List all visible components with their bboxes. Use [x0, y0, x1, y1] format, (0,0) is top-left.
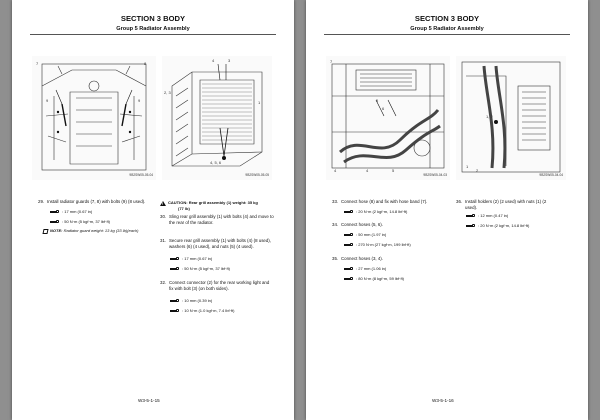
- step-text-line: Connect connector (2) for the rear working light and: [169, 280, 270, 285]
- figure-code: 9B2SW05-05-05: [245, 173, 269, 177]
- callout-3: 3: [228, 58, 231, 63]
- figure-code: 9B2SW05-04-04: [539, 173, 563, 177]
- step-text: Sling rear grill assembly (1) with bolts (4) and move to the rear of the radiator.: [169, 214, 274, 225]
- page-footer: W3-5-1-15: [138, 398, 160, 403]
- caution-line-1: CAUTION: Rear grill assembly (1) weight: 35 kg: [168, 200, 258, 205]
- spec-33-torque: : 20 N·m (2 kgf·m, 14.8 lbf·ft): [344, 209, 407, 215]
- step-number: 30.: [160, 214, 167, 219]
- torque-wrench-icon: [50, 220, 59, 223]
- callout-2-3: 2, 3: [164, 90, 171, 95]
- manual-page-right: [306, 0, 588, 420]
- callout-1: 1: [466, 164, 469, 169]
- callout-5: 5: [376, 98, 379, 103]
- figure-holders: [456, 56, 566, 180]
- spec-32-wrench: : 10 mm (0.39 in): [170, 298, 212, 304]
- callout-5-b: 5: [392, 168, 395, 173]
- torque-wrench-icon: [344, 243, 353, 246]
- torque-wrench-icon: [466, 224, 475, 227]
- callout-8: 8: [144, 61, 147, 66]
- figure-radiator-guards: [32, 56, 156, 180]
- wrench-icon: [50, 210, 59, 213]
- spec-34-torque: : 270 N·m (27 kgf·m, 199 lbf·ft): [344, 242, 411, 248]
- callout-7: 7: [330, 59, 333, 64]
- figure-code: 9B2SW05-04-03: [423, 173, 447, 177]
- step-number: 32.: [160, 280, 167, 285]
- step-text: Connect hose (8) and fix with hose band (7).: [341, 199, 428, 204]
- callout-4-5-6: 4, 5, 6: [210, 160, 222, 165]
- spec-31-wrench: : 17 mm (0.67 in): [170, 256, 212, 262]
- wrench-icon: [344, 233, 353, 236]
- figure-code: 9B2SW05-05-04: [129, 173, 153, 177]
- step-number: 36.: [456, 199, 463, 204]
- step-number: 29.: [38, 199, 45, 204]
- step-text: Install radiator guards (7, 8) with bolts (9) (8 used).: [47, 199, 146, 204]
- callout-9-right: 9: [138, 98, 141, 103]
- callout-1: 1: [258, 100, 261, 105]
- callout-7: 7: [36, 61, 39, 66]
- step-text-line: fix with bolt (3) (on both sides).: [169, 286, 229, 291]
- spec-35-torque: : 80 N·m (8 kgf·m, 59 lbf·ft): [344, 276, 404, 282]
- group-title: Group 5 Radiator Assembly: [410, 26, 484, 32]
- hose-drawing: [326, 56, 450, 180]
- spec-35-wrench: : 27 mm (1.06 in): [344, 266, 386, 272]
- note-icon: [42, 229, 48, 234]
- step-number: 31.: [160, 238, 167, 243]
- radiator-guard-drawing: [32, 56, 156, 180]
- callout-9-left: 9: [46, 98, 49, 103]
- wrench-icon: [466, 214, 475, 217]
- caution-icon: [160, 201, 166, 206]
- step-text-line: used).: [465, 205, 478, 210]
- spec-29-wrench: : 17 mm (0.67 in): [50, 209, 92, 215]
- wrench-icon: [170, 257, 179, 260]
- torque-wrench-icon: [170, 267, 179, 270]
- spec-29-torque: : 50 N·m (5 kgf·m, 37 lbf·ft): [50, 219, 110, 225]
- section-title: SECTION 3 BODY: [120, 14, 186, 23]
- figure-rear-grill: [162, 56, 272, 180]
- wrench-icon: [344, 267, 353, 270]
- callout-4-b: 4: [366, 168, 369, 173]
- section-title: SECTION 3 BODY: [414, 14, 480, 23]
- spec-36-torque: : 20 N·m (2 kgf·m, 14.8 lbf·ft): [466, 223, 529, 229]
- spec-32-torque: : 10 N·m (1.0 kgf·m, 7.4 lbf·ft): [170, 308, 234, 314]
- spec-31-torque: : 50 N·m (5 kgf·m, 37 lbf·ft): [170, 266, 230, 272]
- step-text-line: washers (6) (4 used), and nuts (5) (4 used).: [169, 244, 254, 249]
- spec-34-wrench: : 50 mm (1.97 in): [344, 232, 386, 238]
- torque-wrench-icon: [170, 309, 179, 312]
- step-text-line: Secure rear grill assembly (1) with bolts (4) (8 used),: [169, 238, 271, 243]
- callout-1-2: 1, 2: [486, 114, 493, 119]
- step-text-line: Install holders (2) (2 used) with nuts (1) (2: [465, 199, 547, 204]
- holder-drawing: [456, 56, 566, 180]
- callout-4: 4: [212, 58, 215, 63]
- step-text: Connect hoses (5, 6).: [341, 222, 383, 227]
- header-rule: [30, 34, 276, 35]
- callout-6: 6: [382, 106, 385, 111]
- note: NOTE: Radiator guard weight: 13 kg (33 lb)(each): [50, 228, 139, 233]
- step-number: 34.: [332, 222, 339, 227]
- step-number: 35.: [332, 256, 339, 261]
- step-number: 33.: [332, 199, 339, 204]
- caution-line-2: (77 lb): [178, 206, 190, 211]
- torque-wrench-icon: [344, 277, 353, 280]
- callout-4: 4: [334, 168, 337, 173]
- wrench-icon: [170, 299, 179, 302]
- torque-wrench-icon: [344, 210, 353, 213]
- group-title: Group 5 Radiator Assembly: [116, 26, 190, 32]
- callout-2: 2: [476, 168, 479, 173]
- header-rule: [324, 34, 570, 35]
- figure-hoses: [326, 56, 450, 180]
- step-text: Connect hoses (3, 4).: [341, 256, 383, 261]
- manual-page-left: [12, 0, 294, 420]
- spec-36-wrench: : 12 mm (0.47 in): [466, 213, 508, 219]
- page-footer: W3-5-1-16: [432, 398, 454, 403]
